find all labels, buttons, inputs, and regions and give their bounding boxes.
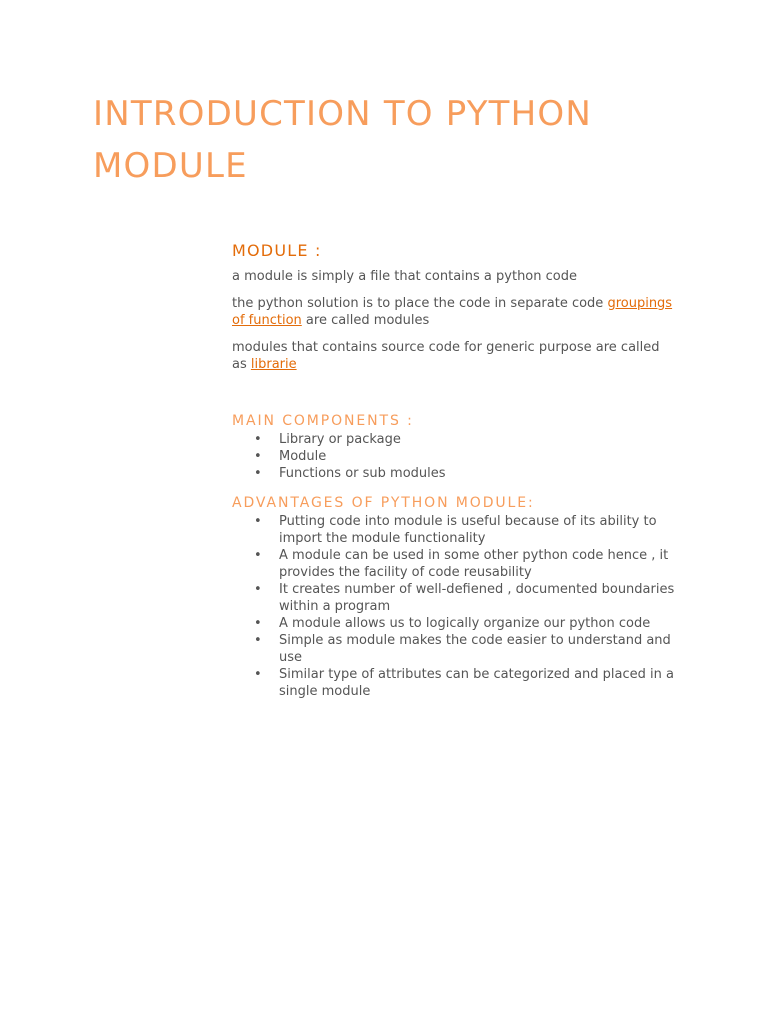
groupings-of-function-link[interactable]: groupings of function — [232, 296, 673, 328]
list-item-text: Putting code into module is useful because of its ability to import the module functionality — [279, 514, 657, 546]
list-item — [232, 581, 678, 615]
list-item — [232, 615, 678, 632]
module-solution-paragraph — [232, 295, 678, 329]
main-components-list — [232, 431, 678, 482]
list-item — [232, 448, 678, 465]
module-definition-text: a module is simply a file that contains a python code — [232, 269, 577, 284]
bullet-icon: • — [254, 466, 262, 481]
list-item — [232, 666, 678, 700]
bullet-icon: • — [254, 449, 262, 464]
module-solution-text-before: the python solution is to place the code in separate code — [232, 296, 608, 311]
bullet-icon: • — [254, 514, 262, 529]
list-item-text: A module allows us to logically organize our python code — [279, 616, 651, 631]
list-item-text: Library or package — [279, 432, 401, 447]
list-item-text: It creates number of well-defiened , documented boundaries within a program — [279, 582, 675, 614]
list-item — [232, 431, 678, 448]
module-library-paragraph — [232, 339, 678, 373]
list-item-text: Module — [279, 449, 327, 464]
module-solution-text-after: are called modules — [301, 313, 430, 328]
module-definition-paragraph — [232, 268, 678, 285]
list-item — [232, 513, 678, 547]
advantages-heading: ADVANTAGES OF PYTHON MODULE: — [232, 495, 535, 511]
list-item — [232, 547, 678, 581]
module-heading: MODULE : — [232, 241, 322, 260]
list-item-text: A module can be used in some other python code hence , it provides the facility of code reusability — [279, 548, 669, 580]
page-title: INTRODUCTION TO PYTHON MODULE — [93, 94, 593, 186]
bullet-icon: • — [254, 548, 262, 563]
document-body — [232, 240, 678, 700]
list-item — [232, 465, 678, 482]
librarie-link[interactable]: librarie — [250, 357, 297, 372]
list-item-text: Similar type of attributes can be categorized and placed in a single module — [279, 667, 674, 699]
bullet-icon: • — [254, 432, 262, 447]
main-components-heading: MAIN COMPONENTS : — [232, 413, 414, 429]
list-item-text: Functions or sub modules — [279, 466, 446, 481]
bullet-icon: • — [254, 616, 262, 631]
list-item — [232, 632, 678, 666]
module-library-text: modules that contains source code for generic purpose are called as — [232, 340, 660, 372]
advantages-list — [232, 513, 678, 700]
bullet-icon: • — [254, 667, 262, 682]
bullet-icon: • — [254, 582, 262, 597]
bullet-icon: • — [254, 633, 262, 648]
list-item-text: Simple as module makes the code easier to understand and use — [279, 633, 671, 665]
